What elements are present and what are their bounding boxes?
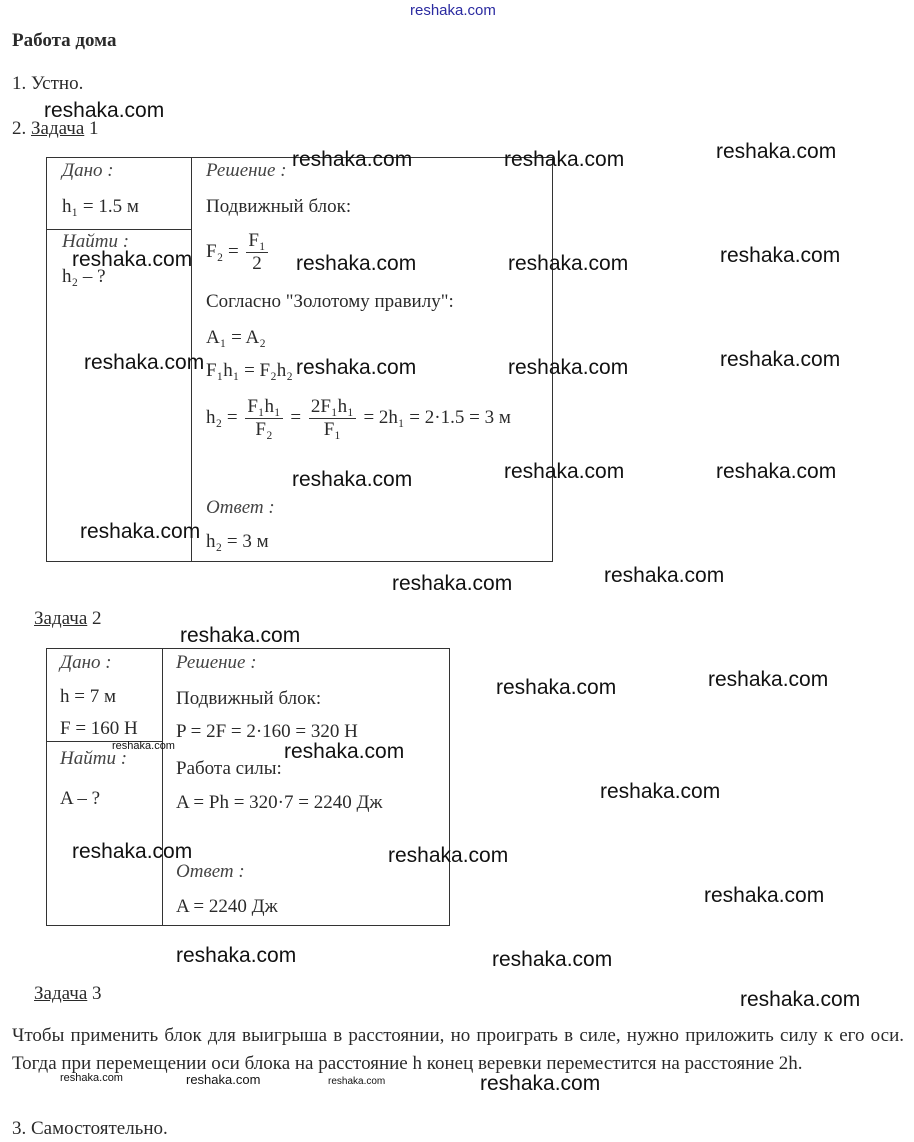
watermark: reshaka.com bbox=[84, 351, 205, 374]
site-header-link[interactable]: reshaka.com bbox=[410, 2, 496, 19]
watermark: reshaka.com bbox=[292, 148, 413, 171]
task1-given-value: h₁ = 1.5 м bbox=[62, 196, 139, 217]
task3-text: Чтобы применить блок для выигрыша в расстоянии, но проиграть в силе, нужно приложить силу к его оси. Тогда при перемещении оси блока на расстояние h конец веревки переместится на расстояние 2h. bbox=[12, 1025, 904, 1074]
watermark: reshaka.com bbox=[180, 624, 301, 647]
task2-find-label: Найти : bbox=[60, 748, 128, 769]
watermark: reshaka.com bbox=[72, 248, 193, 271]
watermark: reshaka.com bbox=[296, 252, 417, 275]
watermark: reshaka.com bbox=[508, 356, 629, 379]
watermark: reshaka.com bbox=[480, 1072, 601, 1095]
watermark: reshaka.com bbox=[72, 840, 193, 863]
task1-formula-a: A₁ = A₂ bbox=[206, 327, 266, 348]
task2-line-block: Подвижный блок: bbox=[176, 688, 322, 709]
task2-given-h: h = 7 м bbox=[60, 686, 116, 707]
task1-given-label: Дано : bbox=[62, 160, 114, 181]
watermark: reshaka.com bbox=[496, 676, 617, 699]
watermark: reshaka.com bbox=[328, 1076, 386, 1087]
task1-line-rule: Согласно "Золотому правилу": bbox=[206, 291, 454, 312]
watermark: reshaka.com bbox=[720, 348, 841, 371]
watermark: reshaka.com bbox=[604, 564, 725, 587]
watermark: reshaka.com bbox=[504, 148, 625, 171]
watermark: reshaka.com bbox=[708, 668, 829, 691]
task1-formula-h2: h₂ = $\frac{\text{F₁h₁}}{\text{F₂}}$ = $\frac{\text{2F₁h₁}}{\text{F₁}}$ = 2h₁ = 2·1.5 = 3 м bbox=[206, 396, 511, 440]
task1-answer-label: Ответ : bbox=[206, 497, 275, 518]
task3-heading: Задача 3 bbox=[34, 983, 102, 1004]
watermark: reshaka.com bbox=[492, 948, 613, 971]
task1-given-divider bbox=[46, 229, 192, 230]
task1-formula-f2: F₂ = $\frac{\text{F₁}}{2}$ bbox=[206, 230, 266, 274]
watermark: reshaka.com bbox=[504, 460, 625, 483]
watermark: reshaka.com bbox=[292, 468, 413, 491]
watermark: reshaka.com bbox=[720, 244, 841, 267]
watermark: reshaka.com bbox=[186, 1072, 261, 1087]
watermark: reshaka.com bbox=[296, 356, 417, 379]
watermark: reshaka.com bbox=[704, 884, 825, 907]
watermark: reshaka.com bbox=[80, 520, 201, 543]
task1-formula-fh: F₁h₁ = F₂h₂ bbox=[206, 360, 293, 381]
task2-solution-label: Решение : bbox=[176, 652, 257, 673]
watermark: reshaka.com bbox=[176, 944, 297, 967]
task1-find-value: h₂ – ? bbox=[62, 266, 106, 287]
watermark: reshaka.com bbox=[508, 252, 629, 275]
task1-find-label: Найти : bbox=[62, 231, 130, 252]
task2-answer-label: Ответ : bbox=[176, 861, 245, 882]
page-title: Работа дома bbox=[12, 30, 117, 51]
task2-formula-p: P = 2F = 2·160 = 320 Н bbox=[176, 721, 358, 742]
task2-answer: A = 2240 Дж bbox=[176, 896, 278, 917]
watermark: reshaka.com bbox=[600, 780, 721, 803]
watermark: reshaka.com bbox=[392, 572, 513, 595]
watermark: reshaka.com bbox=[740, 988, 861, 1011]
watermark: reshaka.com bbox=[716, 460, 837, 483]
watermark: reshaka.com bbox=[388, 844, 509, 867]
task2-find-value: A – ? bbox=[60, 788, 101, 809]
item-1: 1. Устно. bbox=[12, 73, 84, 94]
task1-answer: h₂ = 3 м bbox=[206, 531, 269, 552]
task2-given-f: F = 160 Н bbox=[60, 718, 138, 739]
watermark: reshaka.com bbox=[60, 1072, 123, 1084]
task2-heading: Задача 2 bbox=[34, 608, 102, 629]
task2-formula-a: A = Ph = 320·7 = 2240 Дж bbox=[176, 792, 383, 813]
task1-line-block: Подвижный блок: bbox=[206, 196, 352, 217]
task2-divider bbox=[162, 648, 163, 925]
task2-given-label: Дано : bbox=[60, 652, 112, 673]
task1-solution-label: Решение : bbox=[206, 160, 287, 181]
item-3: 3. Самостоятельно. bbox=[12, 1118, 168, 1139]
watermark: reshaka.com bbox=[44, 99, 165, 122]
task2-line-work: Работа силы: bbox=[176, 758, 282, 779]
item-2-heading: 2. Задача 1 bbox=[12, 118, 99, 139]
watermark: reshaka.com bbox=[284, 740, 405, 763]
watermark: reshaka.com bbox=[716, 140, 837, 163]
watermark: reshaka.com bbox=[112, 740, 175, 752]
